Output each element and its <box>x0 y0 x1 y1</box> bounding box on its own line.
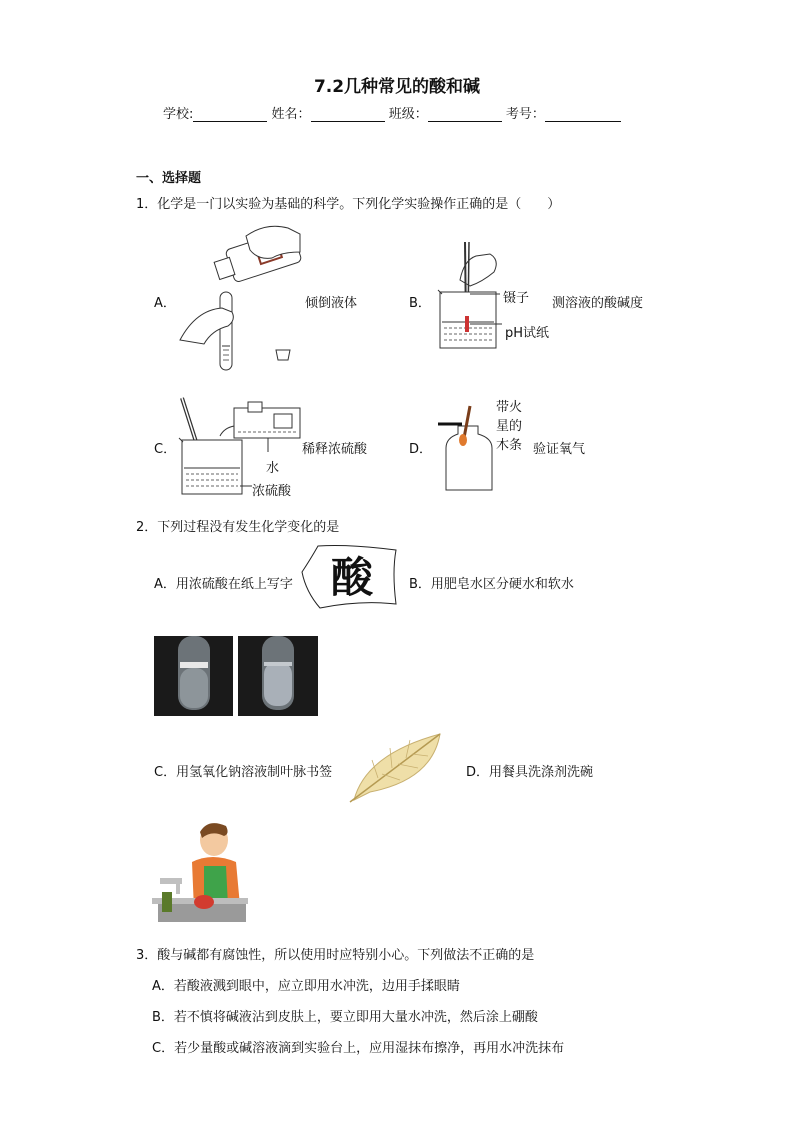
q3-option-c[interactable]: C．若少量酸或碱溶液滴到实验台上，应用湿抹布擦净，再用水冲洗抹布 <box>152 1041 565 1056</box>
school-label: 学校: <box>163 107 194 122</box>
q1-stem: 1．化学是一门以实验为基础的科学。下列化学实验操作正确的是（ ） <box>136 197 561 212</box>
name-blank[interactable] <box>311 107 385 122</box>
exam-no-label: 考号： <box>505 107 545 122</box>
school-blank[interactable] <box>193 107 267 122</box>
exam-no-blank[interactable] <box>545 107 621 122</box>
name-label: 姓名： <box>271 107 311 122</box>
class-label: 班级： <box>388 107 428 122</box>
q1-splint-line-3: 木条 <box>496 438 523 453</box>
student-info-line <box>163 103 621 122</box>
q1-option-a-caption: 倾倒液体 <box>305 296 358 311</box>
q2-stem: 2．下列过程没有发生化学变化的是 <box>136 520 340 535</box>
q1-option-c-caption: 稀释浓硫酸 <box>302 442 368 457</box>
q1-splint-line-1: 带火 <box>496 400 523 415</box>
q1-pour-liquid-figure <box>176 222 302 374</box>
q1-splint-label <box>496 398 522 455</box>
q1-acid-label: 浓硫酸 <box>252 484 292 499</box>
q2-option-b[interactable]: B．用肥皂水区分硬水和软水 <box>409 577 574 592</box>
q2-option-d[interactable]: D．用餐具洗涤剂洗碗 <box>466 765 594 780</box>
q3-option-a[interactable]: A．若酸液溅到眼中，应立即用水冲洗，边用手揉眼睛 <box>152 979 460 994</box>
q1-ph-paper-label: pH试纸 <box>505 326 550 341</box>
q3-option-b[interactable]: B．若不慎将碱液沾到皮肤上，要立即用大量水冲洗，然后涂上硼酸 <box>152 1010 538 1025</box>
q1-splint-line-2: 星的 <box>496 419 523 434</box>
q1-tweezers-label: 镊子 <box>503 291 530 306</box>
section-title: 一、选择题 <box>136 171 202 186</box>
q2-dishwashing-figure <box>152 818 248 924</box>
q1-option-c-letter[interactable]: C． <box>154 442 177 457</box>
page-title: 7.2几种常见的酸和碱 <box>313 77 481 97</box>
q1-option-d-caption: 验证氧气 <box>533 442 586 457</box>
q2-leaf-vein-figure <box>348 730 446 804</box>
q1-oxygen-bottle-figure <box>436 398 494 494</box>
q1-option-b-letter[interactable]: B． <box>409 296 431 311</box>
q2-paper-char: 酸 <box>330 553 374 602</box>
q2-option-a[interactable]: A．用浓硫酸在纸上写字 <box>154 577 293 592</box>
q1-water-label: 水 <box>266 461 280 476</box>
q2-paper-writing-figure <box>300 542 400 610</box>
q3-stem: 3．酸与碱都有腐蚀性，所以使用时应特别小心。下列做法不正确的是 <box>136 948 535 963</box>
q1-option-a-letter[interactable]: A． <box>154 296 176 311</box>
q1-option-b-caption: 测溶液的酸碱度 <box>552 296 644 311</box>
q2-test-tubes-photo <box>154 636 318 716</box>
class-blank[interactable] <box>428 107 502 122</box>
q1-option-d-letter[interactable]: D． <box>409 442 433 457</box>
q2-option-c[interactable]: C．用氢氧化钠溶液制叶脉书签 <box>154 765 333 780</box>
